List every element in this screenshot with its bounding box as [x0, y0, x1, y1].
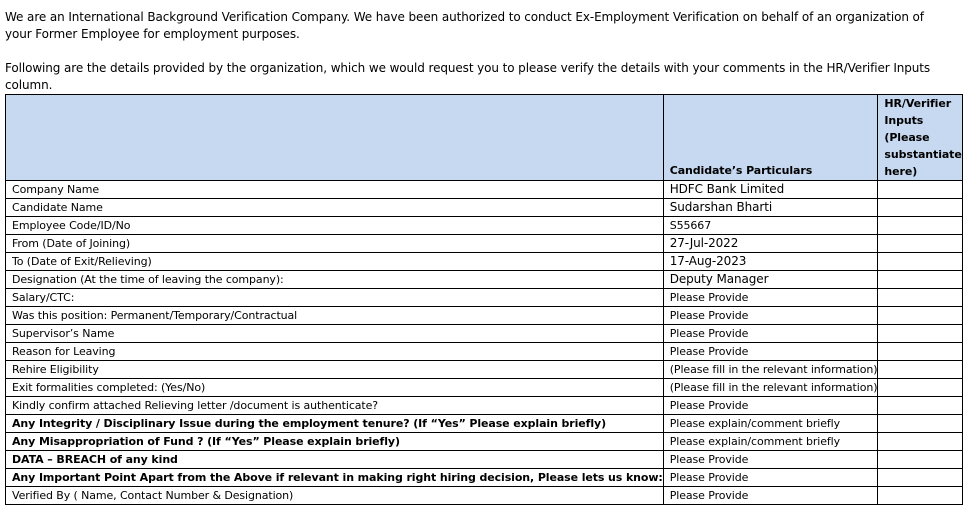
- table-row: [6, 325, 963, 343]
- verifier-input-cell[interactable]: [878, 253, 962, 271]
- verifier-input-cell[interactable]: [878, 487, 962, 505]
- table-row: [6, 361, 963, 379]
- candidate-value: Please Provide: [663, 307, 878, 325]
- verifier-input-cell[interactable]: [878, 361, 962, 379]
- verification-table: [5, 94, 963, 505]
- verifier-input-cell[interactable]: [878, 415, 962, 433]
- verifier-input-cell[interactable]: [878, 307, 962, 325]
- table-row: [6, 469, 963, 487]
- verifier-input-cell[interactable]: [878, 379, 962, 397]
- candidate-value: Please explain/comment briefly: [663, 415, 878, 433]
- field-label: Verified By ( Name, Contact Number & Designation): [6, 487, 664, 505]
- candidate-value: Please Provide: [663, 325, 878, 343]
- table-row: [6, 235, 963, 253]
- table-row: [6, 379, 963, 397]
- field-label: From (Date of Joining): [6, 235, 664, 253]
- candidate-value: Please Provide: [663, 451, 878, 469]
- table-row: [6, 415, 963, 433]
- candidate-value: Please explain/comment briefly: [663, 433, 878, 451]
- verifier-input-cell[interactable]: [878, 469, 962, 487]
- field-label: To (Date of Exit/Relieving): [6, 253, 664, 271]
- table-header-row: [6, 95, 963, 181]
- candidate-value: Please Provide: [663, 469, 878, 487]
- verifier-input-cell[interactable]: [878, 181, 962, 199]
- verifier-input-cell[interactable]: [878, 451, 962, 469]
- field-label: Reason for Leaving: [6, 343, 664, 361]
- candidate-value: (Please fill in the relevant information): [663, 361, 878, 379]
- field-label: Any Misappropriation of Fund ? (If “Yes” Please explain briefly): [6, 433, 664, 451]
- instructions-paragraph: Following are the details provided by the organization, which we would request you to please verify the details with your comments in the HR/Verifier Inputs column.: [5, 61, 931, 92]
- table-row: [6, 343, 963, 361]
- verifier-input-cell[interactable]: [878, 343, 962, 361]
- candidate-value: 27-Jul-2022: [663, 235, 878, 253]
- field-label: Designation (At the time of leaving the company):: [6, 271, 664, 289]
- field-label: Exit formalities completed: (Yes/No): [6, 379, 664, 397]
- header-cell-candidate-particulars: Candidate’s Particulars: [663, 95, 878, 181]
- table-row: [6, 199, 963, 217]
- header-cell-field: [6, 95, 664, 181]
- header-cell-hr-verifier-inputs: HR/Verifier Inputs (Please substantiate here): [878, 95, 962, 181]
- field-label: Was this position: Permanent/Temporary/Contractual: [6, 307, 664, 325]
- candidate-value: Sudarshan Bharti: [663, 199, 878, 217]
- verifier-input-cell[interactable]: [878, 397, 962, 415]
- field-label: Any Integrity / Disciplinary Issue during the employment tenure? (If “Yes” Please explain briefly): [6, 415, 664, 433]
- candidate-value: Please Provide: [663, 289, 878, 307]
- table-row: [6, 217, 963, 235]
- field-label: Company Name: [6, 181, 664, 199]
- candidate-value: Please Provide: [663, 343, 878, 361]
- table-row: [6, 289, 963, 307]
- verifier-input-cell[interactable]: [878, 325, 962, 343]
- field-label: DATA – BREACH of any kind: [6, 451, 664, 469]
- candidate-value: S55667: [663, 217, 878, 235]
- verifier-input-cell[interactable]: [878, 433, 962, 451]
- verifier-input-cell[interactable]: [878, 217, 962, 235]
- field-label: Kindly confirm attached Relieving letter /document is authenticate?: [6, 397, 664, 415]
- candidate-value: Please Provide: [663, 487, 878, 505]
- table-row: [6, 397, 963, 415]
- candidate-value: 17-Aug-2023: [663, 253, 878, 271]
- candidate-value: Deputy Manager: [663, 271, 878, 289]
- verifier-input-cell[interactable]: [878, 199, 962, 217]
- field-label: Rehire Eligibility: [6, 361, 664, 379]
- field-label: Candidate Name: [6, 199, 664, 217]
- candidate-value: HDFC Bank Limited: [663, 181, 878, 199]
- table-row: [6, 271, 963, 289]
- intro-paragraph: We are an International Background Verification Company. We have been authorized to conduct Ex-Employment Verification on behalf of an organization of your Former Employee for employment purposes.: [5, 10, 924, 41]
- field-label: Employee Code/ID/No: [6, 217, 664, 235]
- field-label: Any Important Point Apart from the Above if relevant in making right hiring decision, Please lets us know:: [6, 469, 664, 487]
- verifier-input-cell[interactable]: [878, 271, 962, 289]
- table-row: [6, 433, 963, 451]
- field-label: Supervisor’s Name: [6, 325, 664, 343]
- candidate-value: (Please fill in the relevant information): [663, 379, 878, 397]
- table-row: [6, 307, 963, 325]
- table-row: [6, 487, 963, 505]
- table-row: [6, 253, 963, 271]
- verifier-input-cell[interactable]: [878, 235, 962, 253]
- table-row: [6, 451, 963, 469]
- verifier-input-cell[interactable]: [878, 289, 962, 307]
- candidate-value: Please Provide: [663, 397, 878, 415]
- field-label: Salary/CTC:: [6, 289, 664, 307]
- table-row: [6, 181, 963, 199]
